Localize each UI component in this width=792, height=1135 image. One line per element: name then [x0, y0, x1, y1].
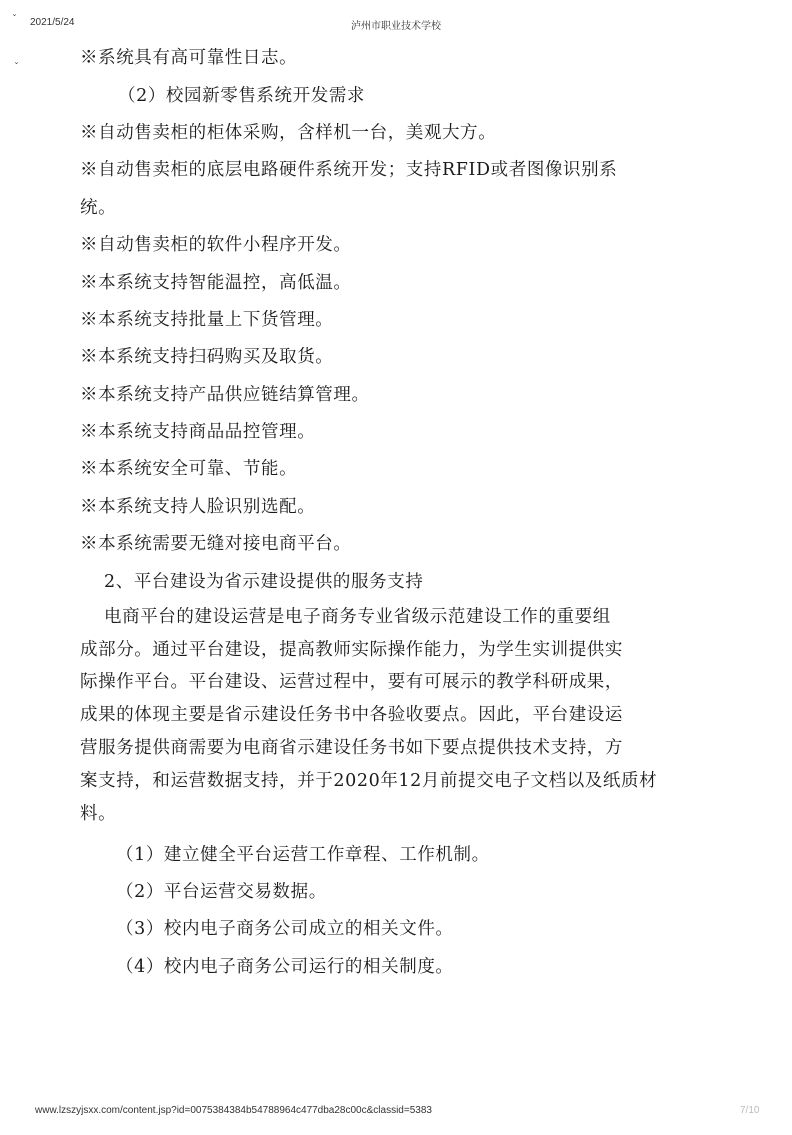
list-item: （2）平台运营交易数据。	[116, 882, 327, 903]
text-line: 统。	[80, 197, 117, 218]
list-item: （4）校内电子商务公司运行的相关制度。	[116, 956, 454, 977]
document-body	[80, 40, 720, 986]
list-item: （1）建立健全平台运营工作章程、工作机制。	[116, 844, 490, 865]
text-line: ※本系统支持扫码购买及取货。	[80, 347, 334, 368]
paragraph-line: 成部分。通过平台建设，提高教师实际操作能力，为学生实训提供实	[80, 639, 623, 660]
text-line: ※自动售卖柜的底层电路硬件系统开发；支持RFID或者图像识别系	[80, 160, 618, 181]
paragraph-line: 料。	[80, 803, 117, 824]
list-item: （3）校内电子商务公司成立的相关文件。	[116, 919, 454, 940]
print-date: 2021/5/24	[30, 17, 75, 28]
paragraph-line: 营服务提供商需要为电商省示建设任务书如下要点提供技术支持，方	[80, 737, 623, 758]
section-heading: （2）校园新零售系统开发需求	[118, 85, 366, 106]
text-line: ※自动售卖柜的柜体采购，含样机一台，美观大方。	[80, 122, 497, 143]
paragraph-line: 案支持，和运营数据支持，并于2020年12月前提交电子文档以及纸质材	[80, 770, 658, 791]
site-title: 泸州市职业技术学校	[351, 21, 441, 32]
text-line: ※本系统支持批量上下货管理。	[80, 309, 334, 330]
section-heading: 2、平台建设为省示建设提供的服务支持	[104, 571, 424, 592]
paragraph-line: 际操作平台。平台建设、运营过程中，要有可展示的教学科研成果，	[80, 672, 623, 693]
paragraph-line: 电商平台的建设运营是电子商务专业省级示范建设工作的重要组	[104, 606, 611, 627]
page-footer	[0, 1103, 792, 1123]
paragraph-line: 成果的体现主要是省示建设任务书中各验收要点。因此，平台建设运	[80, 705, 623, 726]
page-number: 7/10	[740, 1105, 760, 1116]
text-line: ※本系统需要无缝对接电商平台。	[80, 534, 352, 555]
text-line: ※本系统支持人脸识别选配。	[80, 496, 316, 517]
scan-mark: ˇ	[12, 14, 17, 25]
scan-mark: ˇ	[14, 62, 19, 73]
text-line: ※本系统安全可靠、节能。	[80, 459, 298, 480]
text-line: ※本系统支持产品供应链结算管理。	[80, 384, 370, 405]
text-line: ※自动售卖柜的软件小程序开发。	[80, 235, 352, 256]
source-url: www.lzszyjsxx.com/content.jsp?id=0075384384b54788964c477dba28c00c&classid=5383	[35, 1105, 432, 1116]
text-line: ※本系统支持智能温控，高低温。	[80, 272, 352, 293]
text-line: ※系统具有高可靠性日志。	[80, 48, 298, 69]
text-line: ※本系统支持商品品控管理。	[80, 422, 316, 443]
page-header	[0, 0, 792, 30]
